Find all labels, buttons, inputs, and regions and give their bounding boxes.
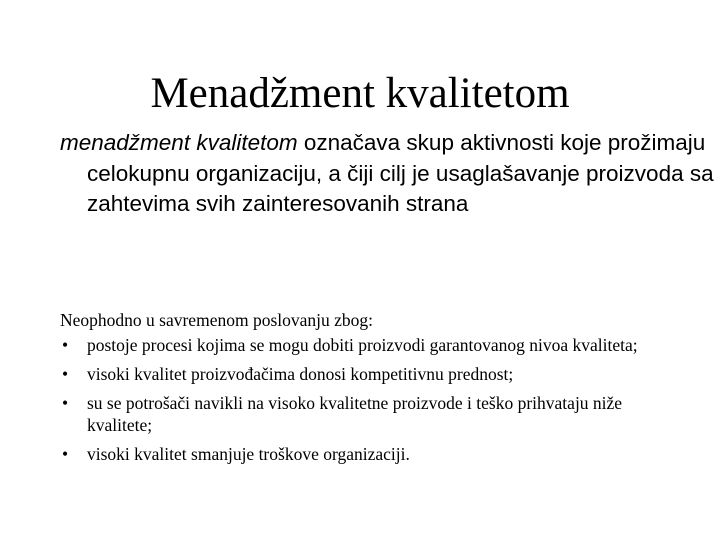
list-item-text: su se potrošači navikli na visoko kvalitetne proizvode i teško prihvataju niže kvalitete; <box>87 393 623 435</box>
definition-paragraph <box>60 128 717 220</box>
bullet-icon: • <box>62 364 69 384</box>
list-item <box>60 443 660 465</box>
slide-title: Menadžment kvalitetom <box>150 70 570 117</box>
reasons-list <box>60 334 660 472</box>
definition-term: menadžment kvalitetom <box>60 130 298 155</box>
list-item-text: visoki kvalitet smanjuje troškove organizaciji. <box>87 444 410 464</box>
list-item <box>60 334 660 356</box>
list-item-text: postoje procesi kojima se mogu dobiti proizvodi garantovanog nivoa kvaliteta; <box>87 335 638 355</box>
definition-text: označava skup aktivnosti koje prožimaju celokupnu organizaciju, a čiji cilj je usaglašavanje proizvoda sa zahtevima svih zainteresovanih strana <box>87 130 714 216</box>
bullet-icon: • <box>62 335 69 355</box>
bullet-icon: • <box>62 444 69 464</box>
bullet-icon: • <box>62 393 69 413</box>
list-item-text: visoki kvalitet proizvođačima donosi kompetitivnu prednost; <box>87 364 514 384</box>
list-item <box>60 363 660 385</box>
reasons-intro: Neophodno u savremenom poslovanju zbog: <box>60 310 374 330</box>
list-item <box>60 392 660 436</box>
